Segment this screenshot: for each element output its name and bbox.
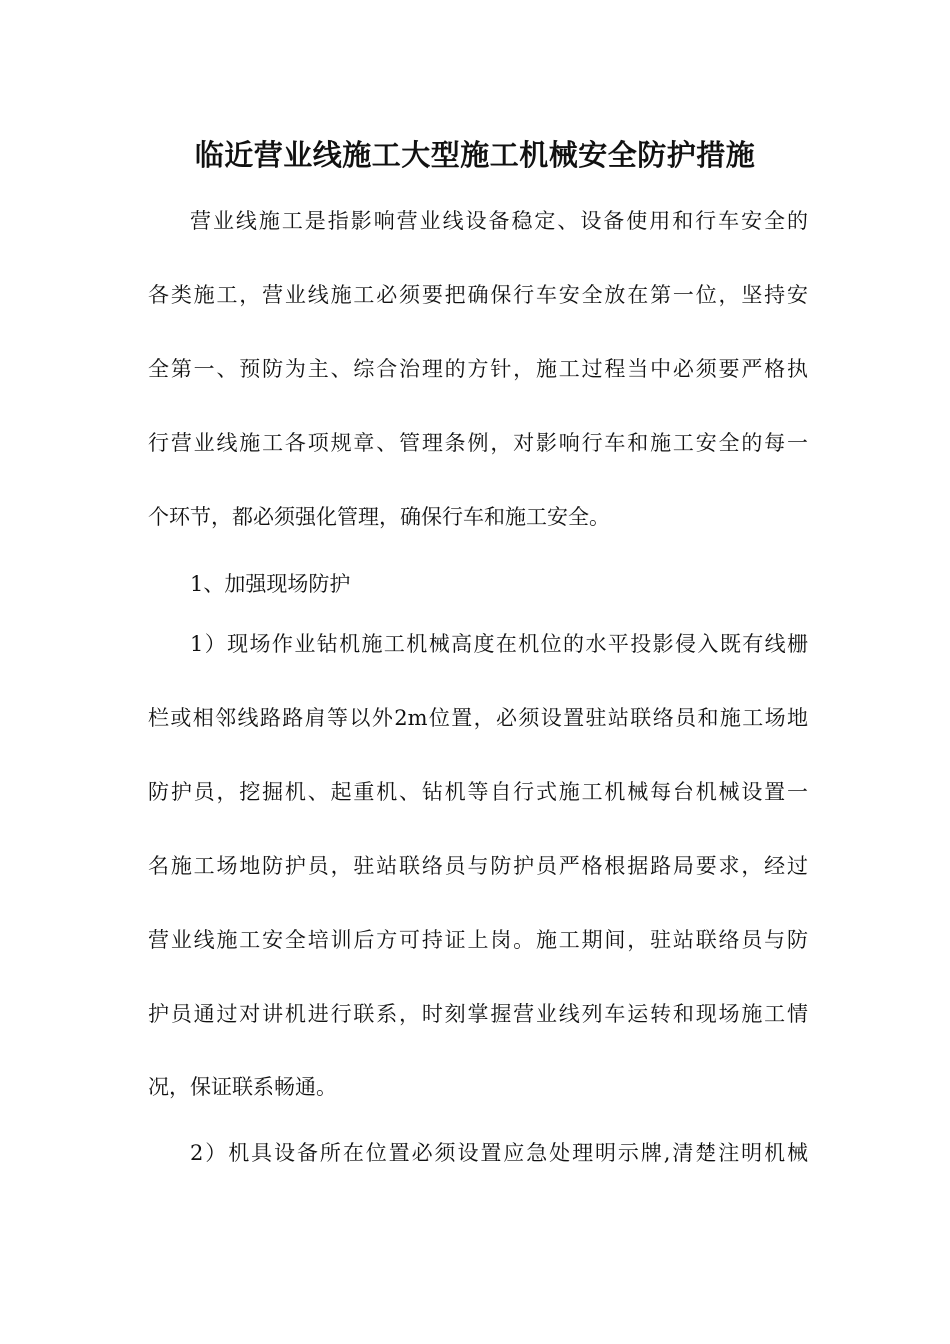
body-line: 营业线施工安全培训后方可持证上岗。施工期间，驻站联络员与防 [148,928,808,952]
section-heading: 1、加强现场防护 [190,572,351,596]
body-line: 行营业线施工各项规章、管理条例，对影响行车和施工安全的每一 [148,431,808,455]
body-line: 护员通过对讲机进行联系，时刻掌握营业线列车运转和现场施工情 [148,1002,808,1026]
body-line: 营业线施工是指影响营业线设备稳定、设备使用和行车安全的 [190,209,808,233]
body-line: 名施工场地防护员，驻站联络员与防护员严格根据路局要求，经过 [148,854,808,878]
body-line: 2）机具设备所在位置必须设置应急处理明示牌,清楚注明机械 [190,1141,808,1165]
body-line: 况，保证联系畅通。 [148,1075,337,1099]
body-line: 各类施工，营业线施工必须要把确保行车安全放在第一位，坚持安 [148,283,808,307]
body-line: 个环节，都必须强化管理，确保行车和施工安全。 [148,505,610,529]
document-title: 临近营业线施工大型施工机械安全防护措施 [194,138,756,172]
body-line: 1）现场作业钻机施工机械高度在机位的水平投影侵入既有线栅 [190,632,808,656]
body-line: 防护员，挖掘机、起重机、钻机等自行式施工机械每台机械设置一 [148,780,808,804]
body-line: 栏或相邻线路路肩等以外2m位置，必须设置驻站联络员和施工场地 [148,706,808,730]
body-line: 全第一、预防为主、综合治理的方针，施工过程当中必须要严格执 [148,357,808,381]
